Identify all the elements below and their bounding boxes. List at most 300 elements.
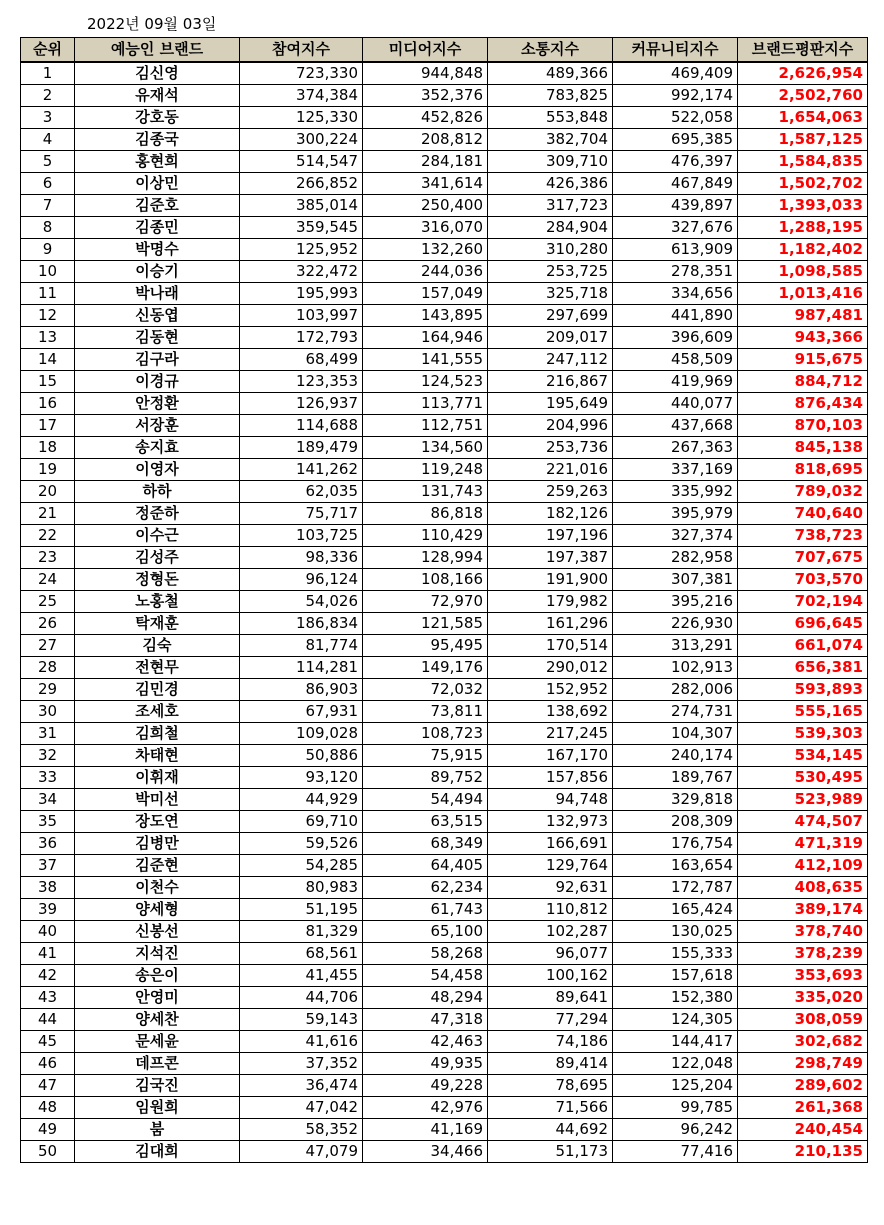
cell-rank: 25 [21, 590, 75, 612]
cell-rank: 16 [21, 392, 75, 414]
cell-community: 155,333 [613, 942, 738, 964]
cell-brand: 박명수 [75, 238, 240, 260]
cell-communication: 426,386 [488, 172, 613, 194]
cell-community: 439,897 [613, 194, 738, 216]
cell-participation: 47,079 [240, 1140, 363, 1162]
cell-rank: 30 [21, 700, 75, 722]
cell-brand: 김민경 [75, 678, 240, 700]
cell-brand: 데프콘 [75, 1052, 240, 1074]
cell-brand-reputation: 1,013,416 [738, 282, 868, 304]
cell-communication: 217,245 [488, 722, 613, 744]
cell-brand-reputation: 378,239 [738, 942, 868, 964]
cell-community: 226,930 [613, 612, 738, 634]
cell-community: 176,754 [613, 832, 738, 854]
cell-community: 396,609 [613, 326, 738, 348]
table-row [21, 216, 868, 238]
cell-community: 440,077 [613, 392, 738, 414]
cell-communication: 100,162 [488, 964, 613, 986]
cell-brand: 이수근 [75, 524, 240, 546]
cell-brand: 박미선 [75, 788, 240, 810]
table-row [21, 370, 868, 392]
table-row [21, 436, 868, 458]
cell-media: 63,515 [363, 810, 488, 832]
cell-brand-reputation: 943,366 [738, 326, 868, 348]
cell-communication: 253,725 [488, 260, 613, 282]
cell-media: 86,818 [363, 502, 488, 524]
cell-media: 42,463 [363, 1030, 488, 1052]
cell-rank: 6 [21, 172, 75, 194]
header-media: 미디어지수 [363, 38, 488, 62]
table-row [21, 458, 868, 480]
cell-community: 125,204 [613, 1074, 738, 1096]
cell-media: 164,946 [363, 326, 488, 348]
cell-brand-reputation: 289,602 [738, 1074, 868, 1096]
cell-participation: 80,983 [240, 876, 363, 898]
cell-community: 208,309 [613, 810, 738, 832]
cell-rank: 47 [21, 1074, 75, 1096]
cell-rank: 24 [21, 568, 75, 590]
table-row [21, 524, 868, 546]
cell-media: 124,523 [363, 370, 488, 392]
cell-communication: 221,016 [488, 458, 613, 480]
cell-communication: 216,867 [488, 370, 613, 392]
cell-rank: 13 [21, 326, 75, 348]
cell-brand: 정준하 [75, 502, 240, 524]
cell-participation: 103,725 [240, 524, 363, 546]
cell-rank: 31 [21, 722, 75, 744]
cell-brand-reputation: 656,381 [738, 656, 868, 678]
table-row [21, 590, 868, 612]
cell-community: 163,654 [613, 854, 738, 876]
cell-brand-reputation: 471,319 [738, 832, 868, 854]
cell-media: 34,466 [363, 1140, 488, 1162]
table-row [21, 612, 868, 634]
cell-communication: 157,856 [488, 766, 613, 788]
cell-media: 47,318 [363, 1008, 488, 1030]
cell-brand-reputation: 302,682 [738, 1030, 868, 1052]
cell-communication: 247,112 [488, 348, 613, 370]
cell-community: 172,787 [613, 876, 738, 898]
table-row [21, 920, 868, 942]
cell-brand: 하하 [75, 480, 240, 502]
cell-communication: 71,566 [488, 1096, 613, 1118]
cell-participation: 359,545 [240, 216, 363, 238]
cell-brand: 유재석 [75, 84, 240, 106]
cell-community: 274,731 [613, 700, 738, 722]
cell-brand: 안영미 [75, 986, 240, 1008]
cell-participation: 172,793 [240, 326, 363, 348]
cell-participation: 103,997 [240, 304, 363, 326]
cell-media: 75,915 [363, 744, 488, 766]
cell-brand: 김병만 [75, 832, 240, 854]
cell-rank: 34 [21, 788, 75, 810]
cell-communication: 161,296 [488, 612, 613, 634]
cell-communication: 290,012 [488, 656, 613, 678]
cell-rank: 49 [21, 1118, 75, 1140]
cell-brand: 김구라 [75, 348, 240, 370]
cell-participation: 723,330 [240, 62, 363, 85]
cell-communication: 284,904 [488, 216, 613, 238]
cell-community: 395,216 [613, 590, 738, 612]
cell-media: 49,228 [363, 1074, 488, 1096]
cell-participation: 54,285 [240, 854, 363, 876]
cell-rank: 27 [21, 634, 75, 656]
table-row [21, 1118, 868, 1140]
cell-participation: 47,042 [240, 1096, 363, 1118]
cell-rank: 35 [21, 810, 75, 832]
cell-communication: 152,952 [488, 678, 613, 700]
cell-participation: 266,852 [240, 172, 363, 194]
table-row [21, 304, 868, 326]
cell-rank: 48 [21, 1096, 75, 1118]
cell-media: 121,585 [363, 612, 488, 634]
cell-community: 122,048 [613, 1052, 738, 1074]
cell-media: 64,405 [363, 854, 488, 876]
cell-media: 73,811 [363, 700, 488, 722]
cell-brand-reputation: 696,645 [738, 612, 868, 634]
cell-communication: 309,710 [488, 150, 613, 172]
cell-brand-reputation: 1,288,195 [738, 216, 868, 238]
cell-media: 157,049 [363, 282, 488, 304]
header-brand-reputation: 브랜드평판지수 [738, 38, 868, 62]
cell-brand-reputation: 707,675 [738, 546, 868, 568]
cell-community: 613,909 [613, 238, 738, 260]
cell-rank: 43 [21, 986, 75, 1008]
table-row [21, 480, 868, 502]
cell-communication: 167,170 [488, 744, 613, 766]
table-row [21, 282, 868, 304]
cell-brand: 지석진 [75, 942, 240, 964]
table-row [21, 326, 868, 348]
cell-community: 189,767 [613, 766, 738, 788]
cell-brand-reputation: 987,481 [738, 304, 868, 326]
cell-brand-reputation: 261,368 [738, 1096, 868, 1118]
cell-community: 77,416 [613, 1140, 738, 1162]
table-row [21, 832, 868, 854]
cell-rank: 7 [21, 194, 75, 216]
cell-community: 124,305 [613, 1008, 738, 1030]
cell-brand: 정형돈 [75, 568, 240, 590]
header-brand: 예능인 브랜드 [75, 38, 240, 62]
cell-participation: 300,224 [240, 128, 363, 150]
cell-communication: 77,294 [488, 1008, 613, 1030]
cell-communication: 179,982 [488, 590, 613, 612]
cell-participation: 125,330 [240, 106, 363, 128]
cell-communication: 129,764 [488, 854, 613, 876]
table-row [21, 876, 868, 898]
cell-media: 62,234 [363, 876, 488, 898]
cell-brand: 김종민 [75, 216, 240, 238]
cell-communication: 191,900 [488, 568, 613, 590]
cell-community: 334,656 [613, 282, 738, 304]
table-row [21, 502, 868, 524]
table-row [21, 1074, 868, 1096]
cell-brand-reputation: 818,695 [738, 458, 868, 480]
cell-brand-reputation: 2,502,760 [738, 84, 868, 106]
cell-community: 327,374 [613, 524, 738, 546]
cell-community: 695,385 [613, 128, 738, 150]
cell-participation: 41,455 [240, 964, 363, 986]
table-row [21, 348, 868, 370]
cell-brand-reputation: 389,174 [738, 898, 868, 920]
cell-participation: 195,993 [240, 282, 363, 304]
cell-brand-reputation: 2,626,954 [738, 62, 868, 85]
cell-participation: 69,710 [240, 810, 363, 832]
cell-rank: 8 [21, 216, 75, 238]
cell-rank: 33 [21, 766, 75, 788]
cell-participation: 114,281 [240, 656, 363, 678]
cell-rank: 50 [21, 1140, 75, 1162]
cell-communication: 74,186 [488, 1030, 613, 1052]
cell-brand-reputation: 1,587,125 [738, 128, 868, 150]
cell-participation: 41,616 [240, 1030, 363, 1052]
header-participation: 참여지수 [240, 38, 363, 62]
cell-brand: 이승기 [75, 260, 240, 282]
cell-brand-reputation: 593,893 [738, 678, 868, 700]
table-row [21, 1008, 868, 1030]
cell-rank: 1 [21, 62, 75, 85]
cell-brand: 김국진 [75, 1074, 240, 1096]
cell-community: 437,668 [613, 414, 738, 436]
table-row [21, 964, 868, 986]
cell-participation: 126,937 [240, 392, 363, 414]
cell-rank: 36 [21, 832, 75, 854]
cell-media: 208,812 [363, 128, 488, 150]
table-row [21, 546, 868, 568]
cell-rank: 39 [21, 898, 75, 920]
cell-participation: 44,929 [240, 788, 363, 810]
cell-brand-reputation: 308,059 [738, 1008, 868, 1030]
cell-media: 316,070 [363, 216, 488, 238]
cell-community: 469,409 [613, 62, 738, 85]
cell-brand: 김준호 [75, 194, 240, 216]
cell-community: 267,363 [613, 436, 738, 458]
header-rank: 순위 [21, 38, 75, 62]
cell-participation: 68,499 [240, 348, 363, 370]
cell-communication: 44,692 [488, 1118, 613, 1140]
cell-brand: 전현무 [75, 656, 240, 678]
cell-rank: 15 [21, 370, 75, 392]
table-row [21, 656, 868, 678]
cell-media: 42,976 [363, 1096, 488, 1118]
table-row [21, 854, 868, 876]
cell-community: 337,169 [613, 458, 738, 480]
cell-participation: 44,706 [240, 986, 363, 1008]
cell-participation: 514,547 [240, 150, 363, 172]
cell-communication: 92,631 [488, 876, 613, 898]
table-row [21, 744, 868, 766]
cell-brand-reputation: 1,502,702 [738, 172, 868, 194]
cell-participation: 59,143 [240, 1008, 363, 1030]
cell-brand-reputation: 1,393,033 [738, 194, 868, 216]
cell-media: 65,100 [363, 920, 488, 942]
cell-brand-reputation: 1,098,585 [738, 260, 868, 282]
cell-media: 54,494 [363, 788, 488, 810]
cell-community: 157,618 [613, 964, 738, 986]
cell-brand: 이천수 [75, 876, 240, 898]
cell-communication: 89,414 [488, 1052, 613, 1074]
cell-rank: 28 [21, 656, 75, 678]
cell-brand-reputation: 702,194 [738, 590, 868, 612]
cell-rank: 17 [21, 414, 75, 436]
cell-community: 441,890 [613, 304, 738, 326]
cell-communication: 51,173 [488, 1140, 613, 1162]
cell-community: 992,174 [613, 84, 738, 106]
cell-brand: 서장훈 [75, 414, 240, 436]
table-row [21, 678, 868, 700]
table-row [21, 1030, 868, 1052]
cell-media: 49,935 [363, 1052, 488, 1074]
cell-brand-reputation: 915,675 [738, 348, 868, 370]
cell-communication: 310,280 [488, 238, 613, 260]
cell-participation: 186,834 [240, 612, 363, 634]
cell-rank: 37 [21, 854, 75, 876]
cell-brand: 김숙 [75, 634, 240, 656]
cell-communication: 89,641 [488, 986, 613, 1008]
cell-community: 144,417 [613, 1030, 738, 1052]
table-row [21, 634, 868, 656]
cell-participation: 96,124 [240, 568, 363, 590]
cell-brand: 김종국 [75, 128, 240, 150]
cell-media: 95,495 [363, 634, 488, 656]
cell-communication: 96,077 [488, 942, 613, 964]
cell-rank: 19 [21, 458, 75, 480]
cell-participation: 36,474 [240, 1074, 363, 1096]
cell-brand: 송은이 [75, 964, 240, 986]
cell-media: 89,752 [363, 766, 488, 788]
cell-rank: 32 [21, 744, 75, 766]
cell-rank: 29 [21, 678, 75, 700]
table-row [21, 106, 868, 128]
brand-ranking-table [20, 37, 868, 1163]
cell-rank: 26 [21, 612, 75, 634]
cell-brand: 이휘재 [75, 766, 240, 788]
cell-brand: 이상민 [75, 172, 240, 194]
cell-communication: 325,718 [488, 282, 613, 304]
cell-communication: 166,691 [488, 832, 613, 854]
cell-community: 476,397 [613, 150, 738, 172]
cell-participation: 37,352 [240, 1052, 363, 1074]
cell-rank: 42 [21, 964, 75, 986]
cell-participation: 59,526 [240, 832, 363, 854]
cell-brand: 김희철 [75, 722, 240, 744]
cell-communication: 489,366 [488, 62, 613, 85]
table-row [21, 392, 868, 414]
cell-communication: 317,723 [488, 194, 613, 216]
cell-brand-reputation: 210,135 [738, 1140, 868, 1162]
cell-media: 131,743 [363, 480, 488, 502]
cell-participation: 322,472 [240, 260, 363, 282]
cell-participation: 50,886 [240, 744, 363, 766]
cell-participation: 109,028 [240, 722, 363, 744]
cell-brand: 신봉선 [75, 920, 240, 942]
cell-brand: 안정환 [75, 392, 240, 414]
cell-rank: 45 [21, 1030, 75, 1052]
table-row [21, 414, 868, 436]
cell-brand-reputation: 884,712 [738, 370, 868, 392]
cell-media: 149,176 [363, 656, 488, 678]
cell-media: 41,169 [363, 1118, 488, 1140]
table-row [21, 260, 868, 282]
cell-community: 467,849 [613, 172, 738, 194]
header-row [21, 38, 868, 62]
cell-brand: 문세윤 [75, 1030, 240, 1052]
table-row [21, 84, 868, 106]
header-communication: 소통지수 [488, 38, 613, 62]
cell-media: 72,032 [363, 678, 488, 700]
cell-communication: 197,387 [488, 546, 613, 568]
cell-brand: 박나래 [75, 282, 240, 304]
cell-community: 313,291 [613, 634, 738, 656]
cell-community: 282,006 [613, 678, 738, 700]
cell-media: 132,260 [363, 238, 488, 260]
cell-community: 96,242 [613, 1118, 738, 1140]
cell-brand-reputation: 353,693 [738, 964, 868, 986]
table-row [21, 700, 868, 722]
cell-participation: 141,262 [240, 458, 363, 480]
cell-community: 419,969 [613, 370, 738, 392]
cell-brand-reputation: 534,145 [738, 744, 868, 766]
cell-brand: 김성주 [75, 546, 240, 568]
cell-media: 134,560 [363, 436, 488, 458]
cell-participation: 93,120 [240, 766, 363, 788]
cell-participation: 68,561 [240, 942, 363, 964]
cell-rank: 38 [21, 876, 75, 898]
cell-brand-reputation: 1,182,402 [738, 238, 868, 260]
cell-rank: 5 [21, 150, 75, 172]
cell-rank: 11 [21, 282, 75, 304]
cell-participation: 81,774 [240, 634, 363, 656]
cell-brand-reputation: 412,109 [738, 854, 868, 876]
cell-communication: 553,848 [488, 106, 613, 128]
cell-brand: 이경규 [75, 370, 240, 392]
cell-rank: 20 [21, 480, 75, 502]
cell-media: 113,771 [363, 392, 488, 414]
cell-media: 108,166 [363, 568, 488, 590]
cell-media: 452,826 [363, 106, 488, 128]
cell-media: 58,268 [363, 942, 488, 964]
cell-participation: 125,952 [240, 238, 363, 260]
cell-participation: 62,035 [240, 480, 363, 502]
table-row [21, 1096, 868, 1118]
cell-communication: 197,196 [488, 524, 613, 546]
cell-rank: 22 [21, 524, 75, 546]
cell-media: 108,723 [363, 722, 488, 744]
cell-brand: 양세형 [75, 898, 240, 920]
cell-media: 141,555 [363, 348, 488, 370]
cell-media: 61,743 [363, 898, 488, 920]
cell-media: 250,400 [363, 194, 488, 216]
cell-brand-reputation: 530,495 [738, 766, 868, 788]
cell-communication: 297,699 [488, 304, 613, 326]
cell-brand: 붐 [75, 1118, 240, 1140]
header-community: 커뮤니티지수 [613, 38, 738, 62]
cell-brand-reputation: 703,570 [738, 568, 868, 590]
cell-brand-reputation: 474,507 [738, 810, 868, 832]
cell-brand: 김신영 [75, 62, 240, 85]
cell-communication: 253,736 [488, 436, 613, 458]
cell-communication: 204,996 [488, 414, 613, 436]
cell-rank: 12 [21, 304, 75, 326]
cell-brand: 조세호 [75, 700, 240, 722]
cell-rank: 14 [21, 348, 75, 370]
cell-participation: 86,903 [240, 678, 363, 700]
cell-participation: 189,479 [240, 436, 363, 458]
cell-brand: 이영자 [75, 458, 240, 480]
cell-community: 104,307 [613, 722, 738, 744]
cell-communication: 783,825 [488, 84, 613, 106]
cell-rank: 41 [21, 942, 75, 964]
